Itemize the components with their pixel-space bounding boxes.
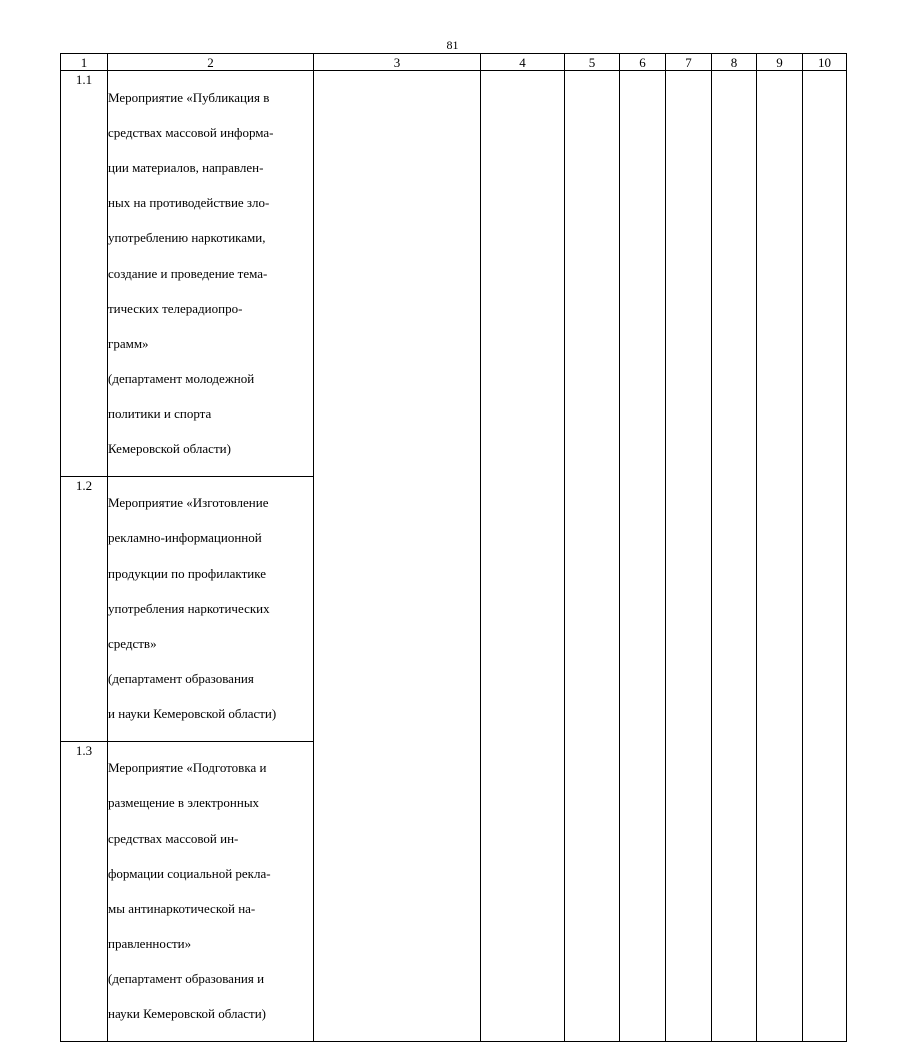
description-line: ных на противодействие зло- (108, 195, 270, 211)
column-header-4: 4 (481, 54, 565, 71)
column-header-1: 1 (61, 54, 108, 71)
page-number: 81 (446, 38, 459, 52)
column-header-8: 8 (712, 54, 757, 71)
description-line: средств» (108, 636, 157, 651)
column-header-7: 7 (666, 54, 712, 71)
description-line: средствах массовой информа- (108, 124, 274, 140)
description-line: (департамент образования и (108, 971, 265, 987)
description-line: размещение в электронных (108, 795, 260, 811)
row-description (108, 741, 314, 1041)
cell-col-3 (314, 71, 481, 1042)
description-line: рекламно-информационной (108, 530, 262, 546)
column-header-9: 9 (757, 54, 803, 71)
description-line: ции материалов, направлен- (108, 159, 264, 175)
plan-table (60, 53, 847, 1042)
cell-col-9 (757, 71, 803, 1042)
row-number: 1.1 (61, 71, 108, 477)
cell-col-10 (803, 71, 847, 1042)
cell-col-5 (565, 71, 620, 1042)
cell-col-6 (620, 71, 666, 1042)
column-header-10: 10 (803, 54, 847, 71)
description-line: и науки Кемеровской области) (108, 706, 277, 722)
header-row (61, 54, 847, 71)
row-description (108, 71, 314, 477)
cell-col-4 (481, 71, 565, 1042)
description-line: грамм» (108, 335, 149, 351)
description-line: употребления наркотических (108, 600, 270, 616)
description-line: средствах массовой ин- (108, 830, 239, 846)
row-number: 1.2 (61, 476, 108, 741)
description-line: политики и спорта (108, 406, 212, 422)
description-line: правленности» (108, 936, 192, 952)
description-line: (департамент образования (108, 671, 254, 687)
description-line: (департамент молодежной (108, 371, 255, 387)
description-line: мы антинаркотической на- (108, 900, 256, 916)
row-description (108, 476, 314, 741)
table-row (61, 71, 847, 477)
description-line: создание и проведение тема- (108, 265, 268, 281)
cell-col-8 (712, 71, 757, 1042)
cell-col-7 (666, 71, 712, 1042)
description-line: Мероприятие «Подготовка и (108, 760, 267, 776)
column-header-3: 3 (314, 54, 481, 71)
description-line: тических телерадиопро- (108, 300, 243, 316)
column-header-2: 2 (108, 54, 314, 71)
description-line: продукции по профилактике (108, 565, 266, 581)
description-line: Мероприятие «Публикация в (108, 89, 270, 105)
description-line: формации социальной рекла- (108, 865, 271, 881)
column-header-5: 5 (565, 54, 620, 71)
description-line: Кемеровской области) (108, 441, 231, 457)
description-line: Мероприятие «Изготовление (108, 495, 269, 511)
column-header-6: 6 (620, 54, 666, 71)
description-line: употреблению наркотиками, (108, 230, 266, 246)
description-line: науки Кемеровской области) (108, 1006, 267, 1022)
row-number: 1.3 (61, 741, 108, 1041)
